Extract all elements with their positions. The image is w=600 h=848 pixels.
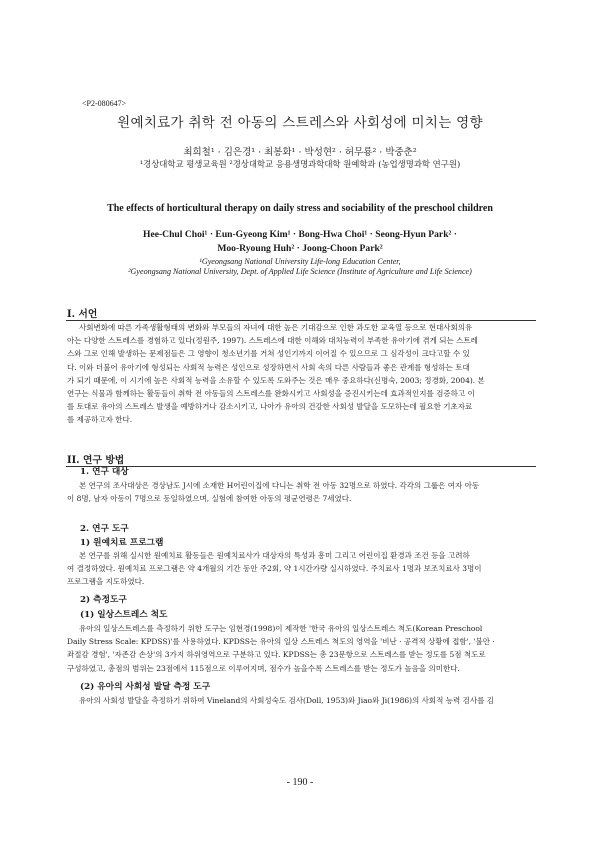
text-line: 여 결정하였다. 원예치료 프로그램은 약 4개월의 기간 동안 주2회, 약 1시간가량 실시하였다. 주치료사 1명과 보조치료사 3명이 — [67, 564, 482, 574]
program-paragraph — [67, 549, 535, 589]
text-line: 를 제공하고자 한다. — [67, 415, 133, 425]
text-line: 다. 이와 더불어 유아기에 형성되는 사회적 능력은 성인으로 성장하면서 사회 속의 다른 사람들과 좋은 관계를 형성하는 토대 — [67, 362, 470, 372]
section-heading-method: II. 연구 방법 — [67, 455, 125, 466]
page-number: - 190 - — [286, 777, 314, 788]
affiliation-english — [0, 257, 600, 277]
affiliation-english-line: ²Gyeongsang National University, Dept. of Applied Life Science (Institute of Agriculture and Life Science) — [128, 267, 472, 276]
text-line: 본 연구의 조사대상은 경상남도 J시에 소재한 H어린이집에 다니는 취학 전 아동 32명으로 하였다. 각각의 그룹은 여자 아동 — [79, 481, 480, 490]
text-line: 를 토대로 유아의 스트레스 발생을 예방하거나 감소시키고, 나아가 유아의 건강한 사회성 발달을 도모하는데 필요한 기초자료 — [67, 402, 473, 412]
text-line: 유아의 사회성 발달을 측정하기 위하여 Vineland의 사회성숙도 검사(Doll, 1953)와 Jiao와 Ji(1986)의 사회적 능력 검사를 김 — [79, 696, 495, 705]
subheading-stress-scale: (1) 일상스트레스 척도 — [80, 610, 168, 620]
text-line: 유아의 일상스트레스를 측정하기 위한 도구는 임현경(1998)이 제작한 '한국 유아의 일상스트레스 척도(Korean Preschool — [79, 624, 483, 633]
sociability-paragraph — [67, 694, 535, 707]
text-line: 구성하였고, 총점의 범위는 23점에서 115점으로 이루어지며, 점수가 높을수록 스트레스를 받는 정도가 높음을 의미한다. — [67, 663, 460, 673]
text-line: 본 연구를 위해 실시한 원예치료 활동들은 원예치료사가 대상자의 특성과 흥미 그리고 어린이집 환경과 조건 등을 고려하 — [79, 551, 470, 560]
text-line: 좌절감 경험', '자존감 손상'의 3가지 하위영역으로 구분하고 있다. KPDSS는 총 23문항으로 스트레스를 받는 정도를 5점 척도로 — [67, 650, 486, 660]
title-english: The effects of horticultural therapy on daily stress and sociability of the preschool children — [107, 203, 493, 214]
subheading-subjects: 1. 연구 대상 — [80, 467, 129, 477]
intro-paragraph — [67, 321, 535, 427]
affiliation-english-line: ¹Gyeongsang National University Life-long Education Center, — [199, 257, 401, 266]
authors-korean: 최희철¹ · 김은경¹ · 최봉화¹ · 박성현² · 허무룡² · 박중춘² — [183, 147, 417, 158]
section-heading-intro: I. 서언 — [67, 309, 98, 320]
text-line: 아는 다양한 스트레스를 경험하고 있다(정원주, 1997). 스트레스에 대한 이해와 대처능력이 부족한 유아기에 겪게 되는 스트레 — [67, 336, 478, 346]
abstract-code: <P2-080647> — [82, 99, 127, 108]
subheading-horticulture-program: 1) 원예치료 프로그램 — [80, 538, 164, 548]
text-line: 프로그램을 지도하였다. — [67, 577, 145, 587]
text-line: 가 되기 때문에, 이 시기에 높은 사회적 능력을 소유할 수 있도록 도와주는 것은 매우 중요하다(신명숙, 2003; 정경화, 2004). 본 — [67, 375, 485, 385]
section-divider — [66, 466, 536, 467]
text-line: 스와 그로 인해 발생하는 문제점들은 그 영향이 청소년기를 거쳐 성인기까지 이어질 수 있으므로 그 심각성이 크다고할 수 있 — [67, 349, 470, 359]
subheading-tools: 2. 연구 도구 — [80, 524, 129, 534]
authors-english-line: Moo-Ryoung Huh² · Joong-Choon Park² — [217, 243, 383, 254]
text-line: Daily Stress Scale: KPDSS)'를 사용하였다. KPDSS는 유아의 일상 스트레스 척도의 영역을 '비난 · 공격적 상황에 접함', '불안 · — [67, 637, 495, 647]
stress-scale-paragraph — [67, 622, 535, 675]
subheading-measurement: 2) 측정도구 — [80, 595, 127, 605]
title-korean: 원예치료가 취학 전 아동의 스트레스와 사회성에 미치는 영향 — [117, 115, 483, 131]
text-line: 이 8명, 남자 아동이 7명으로 동일하였으며, 실험에 참여한 아동의 평균연령은 7세였다. — [67, 494, 352, 504]
text-line: 사회변화에 따른 가족생활형태의 변화와 부모들의 자녀에 대한 높은 기대감으로 인한 과도한 교육열 등으로 현대사회의유 — [79, 323, 473, 332]
authors-english-line: Hee-Chul Choi¹ · Eun-Gyeong Kim¹ · Bong-Hwa Choi¹ · Seong-Hyun Park² · — [142, 229, 458, 240]
affiliation-korean: ¹경상대학교 평생교육원 ²경상대학교 응용생명과학대학 원예학과 (농업생명과학 연구원) — [139, 159, 461, 169]
subheading-sociability-tool: (2) 유아의 사회성 발달 측정 도구 — [80, 682, 211, 692]
authors-english — [0, 228, 600, 256]
subjects-paragraph — [67, 479, 535, 505]
text-line: 연구는 식물과 함께하는 활동들이 취학 전 아동들의 스트레스를 완화시키고 사회성을 증진시키는데 효과적인지를 검증하고 이 — [67, 389, 475, 399]
